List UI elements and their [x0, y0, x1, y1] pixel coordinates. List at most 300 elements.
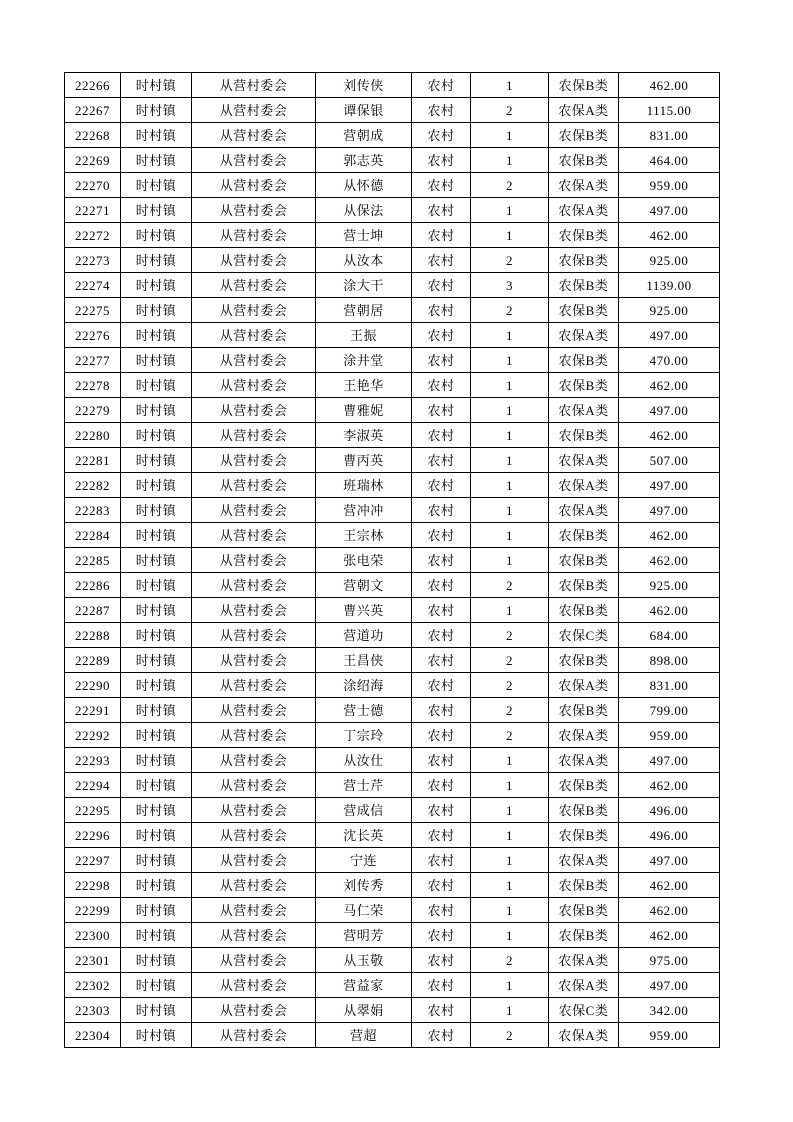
cell-village: 从营村委会 [192, 898, 316, 923]
cell-id: 22266 [65, 73, 121, 98]
cell-village: 从营村委会 [192, 748, 316, 773]
cell-type: 农村 [412, 823, 471, 848]
cell-amount: 684.00 [619, 623, 720, 648]
cell-type: 农村 [412, 398, 471, 423]
cell-category: 农保A类 [549, 848, 619, 873]
cell-town: 时村镇 [121, 1023, 192, 1048]
cell-id: 22283 [65, 498, 121, 523]
cell-id: 22278 [65, 373, 121, 398]
cell-town: 时村镇 [121, 773, 192, 798]
cell-name: 宁连 [316, 848, 412, 873]
cell-town: 时村镇 [121, 398, 192, 423]
table-row [65, 773, 720, 798]
cell-id: 22272 [65, 223, 121, 248]
table-row [65, 798, 720, 823]
cell-category: 农保A类 [549, 673, 619, 698]
cell-village: 从营村委会 [192, 423, 316, 448]
cell-amount: 462.00 [619, 523, 720, 548]
cell-type: 农村 [412, 673, 471, 698]
cell-name: 营士芹 [316, 773, 412, 798]
cell-town: 时村镇 [121, 123, 192, 148]
cell-village: 从营村委会 [192, 723, 316, 748]
cell-count: 1 [471, 73, 549, 98]
table-row [65, 498, 720, 523]
cell-amount: 497.00 [619, 498, 720, 523]
cell-category: 农保B类 [549, 348, 619, 373]
cell-id: 22285 [65, 548, 121, 573]
cell-name: 王昌侠 [316, 648, 412, 673]
cell-name: 营益家 [316, 973, 412, 998]
cell-category: 农保A类 [549, 948, 619, 973]
cell-amount: 831.00 [619, 673, 720, 698]
cell-village: 从营村委会 [192, 448, 316, 473]
cell-town: 时村镇 [121, 348, 192, 373]
cell-category: 农保A类 [549, 473, 619, 498]
cell-type: 农村 [412, 998, 471, 1023]
cell-count: 1 [471, 923, 549, 948]
cell-type: 农村 [412, 498, 471, 523]
cell-count: 2 [471, 723, 549, 748]
cell-town: 时村镇 [121, 998, 192, 1023]
cell-id: 22270 [65, 173, 121, 198]
cell-town: 时村镇 [121, 673, 192, 698]
table-row [65, 623, 720, 648]
cell-category: 农保B类 [549, 548, 619, 573]
cell-village: 从营村委会 [192, 623, 316, 648]
cell-town: 时村镇 [121, 973, 192, 998]
cell-id: 22300 [65, 923, 121, 948]
cell-id: 22281 [65, 448, 121, 473]
cell-name: 营朝居 [316, 298, 412, 323]
cell-category: 农保A类 [549, 98, 619, 123]
cell-village: 从营村委会 [192, 198, 316, 223]
cell-town: 时村镇 [121, 248, 192, 273]
cell-name: 郭志英 [316, 148, 412, 173]
cell-type: 农村 [412, 573, 471, 598]
cell-town: 时村镇 [121, 473, 192, 498]
cell-amount: 497.00 [619, 473, 720, 498]
table-row [65, 423, 720, 448]
cell-id: 22291 [65, 698, 121, 723]
cell-category: 农保C类 [549, 623, 619, 648]
cell-name: 营冲冲 [316, 498, 412, 523]
cell-town: 时村镇 [121, 648, 192, 673]
cell-amount: 497.00 [619, 323, 720, 348]
cell-town: 时村镇 [121, 723, 192, 748]
cell-village: 从营村委会 [192, 373, 316, 398]
table-row [65, 198, 720, 223]
cell-count: 1 [471, 348, 549, 373]
table-row [65, 898, 720, 923]
cell-id: 22269 [65, 148, 121, 173]
cell-type: 农村 [412, 848, 471, 873]
cell-amount: 462.00 [619, 773, 720, 798]
cell-count: 1 [471, 873, 549, 898]
cell-amount: 497.00 [619, 398, 720, 423]
cell-village: 从营村委会 [192, 323, 316, 348]
cell-id: 22292 [65, 723, 121, 748]
cell-count: 2 [471, 673, 549, 698]
cell-id: 22284 [65, 523, 121, 548]
cell-count: 1 [471, 123, 549, 148]
table-row [65, 673, 720, 698]
cell-village: 从营村委会 [192, 698, 316, 723]
cell-village: 从营村委会 [192, 848, 316, 873]
cell-village: 从营村委会 [192, 573, 316, 598]
cell-type: 农村 [412, 73, 471, 98]
cell-type: 农村 [412, 623, 471, 648]
cell-amount: 497.00 [619, 973, 720, 998]
cell-village: 从营村委会 [192, 823, 316, 848]
cell-category: 农保B类 [549, 698, 619, 723]
table-row [65, 223, 720, 248]
cell-id: 22287 [65, 598, 121, 623]
cell-amount: 925.00 [619, 248, 720, 273]
cell-category: 农保B类 [549, 373, 619, 398]
cell-name: 谭保银 [316, 98, 412, 123]
cell-id: 22294 [65, 773, 121, 798]
cell-amount: 959.00 [619, 723, 720, 748]
cell-town: 时村镇 [121, 98, 192, 123]
cell-amount: 1139.00 [619, 273, 720, 298]
cell-id: 22267 [65, 98, 121, 123]
cell-village: 从营村委会 [192, 273, 316, 298]
cell-village: 从营村委会 [192, 173, 316, 198]
cell-type: 农村 [412, 723, 471, 748]
cell-amount: 959.00 [619, 1023, 720, 1048]
cell-name: 涂井堂 [316, 348, 412, 373]
cell-amount: 462.00 [619, 548, 720, 573]
cell-type: 农村 [412, 523, 471, 548]
cell-village: 从营村委会 [192, 1023, 316, 1048]
cell-category: 农保B类 [549, 73, 619, 98]
cell-name: 曹雅妮 [316, 398, 412, 423]
cell-count: 1 [471, 798, 549, 823]
cell-count: 1 [471, 148, 549, 173]
cell-name: 从保法 [316, 198, 412, 223]
cell-type: 农村 [412, 123, 471, 148]
cell-name: 丁宗玲 [316, 723, 412, 748]
cell-town: 时村镇 [121, 273, 192, 298]
cell-count: 2 [471, 698, 549, 723]
cell-count: 2 [471, 248, 549, 273]
cell-village: 从营村委会 [192, 598, 316, 623]
cell-count: 2 [471, 648, 549, 673]
cell-id: 22301 [65, 948, 121, 973]
cell-village: 从营村委会 [192, 973, 316, 998]
cell-town: 时村镇 [121, 373, 192, 398]
cell-category: 农保A类 [549, 498, 619, 523]
cell-id: 22282 [65, 473, 121, 498]
cell-type: 农村 [412, 948, 471, 973]
cell-type: 农村 [412, 348, 471, 373]
cell-type: 农村 [412, 548, 471, 573]
cell-category: 农保B类 [549, 123, 619, 148]
cell-village: 从营村委会 [192, 998, 316, 1023]
cell-amount: 496.00 [619, 798, 720, 823]
cell-amount: 470.00 [619, 348, 720, 373]
cell-name: 刘传秀 [316, 873, 412, 898]
cell-village: 从营村委会 [192, 348, 316, 373]
cell-village: 从营村委会 [192, 473, 316, 498]
cell-type: 农村 [412, 648, 471, 673]
cell-village: 从营村委会 [192, 73, 316, 98]
cell-village: 从营村委会 [192, 673, 316, 698]
cell-amount: 464.00 [619, 148, 720, 173]
cell-village: 从营村委会 [192, 498, 316, 523]
cell-id: 22303 [65, 998, 121, 1023]
cell-type: 农村 [412, 748, 471, 773]
table-row [65, 598, 720, 623]
cell-count: 1 [471, 223, 549, 248]
cell-name: 刘传侠 [316, 73, 412, 98]
table-row [65, 973, 720, 998]
cell-count: 2 [471, 623, 549, 648]
cell-type: 农村 [412, 298, 471, 323]
cell-amount: 898.00 [619, 648, 720, 673]
cell-amount: 462.00 [619, 598, 720, 623]
cell-amount: 497.00 [619, 198, 720, 223]
table-row [65, 723, 720, 748]
cell-name: 营士坤 [316, 223, 412, 248]
cell-type: 农村 [412, 973, 471, 998]
cell-name: 王振 [316, 323, 412, 348]
cell-town: 时村镇 [121, 623, 192, 648]
cell-count: 2 [471, 573, 549, 598]
cell-id: 22286 [65, 573, 121, 598]
cell-town: 时村镇 [121, 223, 192, 248]
cell-town: 时村镇 [121, 148, 192, 173]
table-row [65, 948, 720, 973]
cell-town: 时村镇 [121, 548, 192, 573]
cell-amount: 342.00 [619, 998, 720, 1023]
cell-village: 从营村委会 [192, 923, 316, 948]
cell-town: 时村镇 [121, 598, 192, 623]
cell-town: 时村镇 [121, 173, 192, 198]
cell-type: 农村 [412, 148, 471, 173]
cell-count: 1 [471, 498, 549, 523]
cell-town: 时村镇 [121, 323, 192, 348]
cell-name: 从翠娟 [316, 998, 412, 1023]
cell-town: 时村镇 [121, 823, 192, 848]
table-row [65, 548, 720, 573]
cell-amount: 462.00 [619, 423, 720, 448]
cell-count: 1 [471, 598, 549, 623]
cell-id: 22289 [65, 648, 121, 673]
table-row [65, 848, 720, 873]
cell-name: 涂绍海 [316, 673, 412, 698]
cell-village: 从营村委会 [192, 223, 316, 248]
cell-amount: 462.00 [619, 873, 720, 898]
cell-type: 农村 [412, 373, 471, 398]
cell-count: 1 [471, 973, 549, 998]
cell-name: 从怀德 [316, 173, 412, 198]
cell-type: 农村 [412, 598, 471, 623]
cell-town: 时村镇 [121, 523, 192, 548]
cell-count: 1 [471, 323, 549, 348]
cell-type: 农村 [412, 423, 471, 448]
table-row [65, 298, 720, 323]
table-row [65, 248, 720, 273]
cell-category: 农保B类 [549, 923, 619, 948]
cell-town: 时村镇 [121, 848, 192, 873]
cell-village: 从营村委会 [192, 148, 316, 173]
cell-category: 农保A类 [549, 173, 619, 198]
cell-id: 22293 [65, 748, 121, 773]
cell-name: 从汝本 [316, 248, 412, 273]
cell-village: 从营村委会 [192, 873, 316, 898]
cell-town: 时村镇 [121, 73, 192, 98]
cell-id: 22273 [65, 248, 121, 273]
cell-id: 22268 [65, 123, 121, 148]
table-row [65, 998, 720, 1023]
cell-category: 农保A类 [549, 448, 619, 473]
cell-category: 农保A类 [549, 723, 619, 748]
cell-category: 农保A类 [549, 323, 619, 348]
cell-type: 农村 [412, 198, 471, 223]
cell-category: 农保B类 [549, 573, 619, 598]
cell-name: 王艳华 [316, 373, 412, 398]
cell-town: 时村镇 [121, 298, 192, 323]
cell-name: 从汝仕 [316, 748, 412, 773]
cell-town: 时村镇 [121, 698, 192, 723]
cell-amount: 462.00 [619, 923, 720, 948]
cell-category: 农保B类 [549, 598, 619, 623]
cell-amount: 507.00 [619, 448, 720, 473]
cell-amount: 496.00 [619, 823, 720, 848]
cell-amount: 975.00 [619, 948, 720, 973]
cell-town: 时村镇 [121, 748, 192, 773]
cell-town: 时村镇 [121, 873, 192, 898]
cell-village: 从营村委会 [192, 398, 316, 423]
cell-type: 农村 [412, 698, 471, 723]
cell-amount: 462.00 [619, 73, 720, 98]
cell-id: 22295 [65, 798, 121, 823]
cell-count: 1 [471, 773, 549, 798]
cell-name: 营朝文 [316, 573, 412, 598]
cell-category: 农保B类 [549, 423, 619, 448]
cell-count: 1 [471, 748, 549, 773]
table-row [65, 148, 720, 173]
records-table [64, 72, 720, 1048]
cell-type: 农村 [412, 798, 471, 823]
cell-count: 2 [471, 1023, 549, 1048]
table-row [65, 473, 720, 498]
table-row [65, 273, 720, 298]
table-row [65, 123, 720, 148]
cell-category: 农保B类 [549, 298, 619, 323]
cell-name: 营明芳 [316, 923, 412, 948]
cell-name: 营成信 [316, 798, 412, 823]
cell-amount: 959.00 [619, 173, 720, 198]
cell-type: 农村 [412, 98, 471, 123]
cell-village: 从营村委会 [192, 298, 316, 323]
table-row [65, 373, 720, 398]
cell-id: 22288 [65, 623, 121, 648]
cell-category: 农保C类 [549, 998, 619, 1023]
cell-type: 农村 [412, 873, 471, 898]
cell-name: 曹兴英 [316, 598, 412, 623]
cell-town: 时村镇 [121, 498, 192, 523]
cell-village: 从营村委会 [192, 548, 316, 573]
cell-type: 农村 [412, 273, 471, 298]
table-row [65, 523, 720, 548]
cell-count: 1 [471, 423, 549, 448]
cell-count: 1 [471, 823, 549, 848]
cell-amount: 925.00 [619, 573, 720, 598]
cell-amount: 799.00 [619, 698, 720, 723]
table-row [65, 73, 720, 98]
cell-type: 农村 [412, 473, 471, 498]
table-row [65, 923, 720, 948]
cell-id: 22304 [65, 1023, 121, 1048]
cell-name: 曹丙英 [316, 448, 412, 473]
cell-count: 1 [471, 998, 549, 1023]
cell-count: 2 [471, 298, 549, 323]
cell-type: 农村 [412, 1023, 471, 1048]
cell-count: 1 [471, 898, 549, 923]
table-row [65, 348, 720, 373]
cell-count: 3 [471, 273, 549, 298]
cell-category: 农保A类 [549, 973, 619, 998]
cell-count: 2 [471, 948, 549, 973]
cell-count: 2 [471, 98, 549, 123]
cell-type: 农村 [412, 448, 471, 473]
table-row [65, 573, 720, 598]
cell-count: 1 [471, 473, 549, 498]
table-row [65, 448, 720, 473]
cell-village: 从营村委会 [192, 773, 316, 798]
cell-category: 农保B类 [549, 273, 619, 298]
cell-name: 沈长英 [316, 823, 412, 848]
cell-type: 农村 [412, 173, 471, 198]
cell-village: 从营村委会 [192, 648, 316, 673]
cell-name: 从玉敬 [316, 948, 412, 973]
cell-category: 农保B类 [549, 898, 619, 923]
cell-count: 1 [471, 548, 549, 573]
table-body [65, 73, 720, 1048]
cell-village: 从营村委会 [192, 523, 316, 548]
cell-name: 张电荣 [316, 548, 412, 573]
cell-amount: 831.00 [619, 123, 720, 148]
cell-id: 22299 [65, 898, 121, 923]
cell-name: 涂大干 [316, 273, 412, 298]
cell-name: 营士德 [316, 698, 412, 723]
cell-category: 农保B类 [549, 148, 619, 173]
table-row [65, 873, 720, 898]
cell-town: 时村镇 [121, 573, 192, 598]
cell-type: 农村 [412, 323, 471, 348]
cell-count: 1 [471, 398, 549, 423]
cell-name: 营朝成 [316, 123, 412, 148]
cell-town: 时村镇 [121, 798, 192, 823]
cell-amount: 1115.00 [619, 98, 720, 123]
cell-category: 农保B类 [549, 523, 619, 548]
cell-village: 从营村委会 [192, 798, 316, 823]
cell-town: 时村镇 [121, 898, 192, 923]
cell-id: 22279 [65, 398, 121, 423]
cell-name: 马仁荣 [316, 898, 412, 923]
cell-category: 农保A类 [549, 198, 619, 223]
cell-category: 农保B类 [549, 223, 619, 248]
cell-category: 农保A类 [549, 1023, 619, 1048]
cell-id: 22271 [65, 198, 121, 223]
cell-type: 农村 [412, 248, 471, 273]
cell-category: 农保A类 [549, 748, 619, 773]
table-row [65, 648, 720, 673]
cell-name: 营道功 [316, 623, 412, 648]
cell-id: 22298 [65, 873, 121, 898]
